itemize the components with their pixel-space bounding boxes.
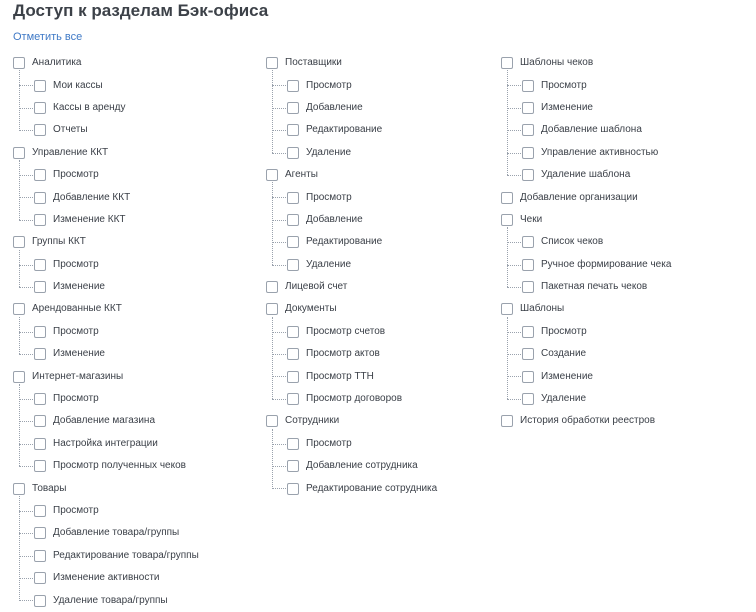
group-label[interactable]: Управление ККТ xyxy=(32,146,109,158)
permission-label[interactable]: Добавление сотрудника xyxy=(306,460,418,472)
permission-item-row[interactable] xyxy=(266,142,437,164)
permission-checkbox[interactable] xyxy=(287,348,299,360)
permission-item-row[interactable] xyxy=(266,388,437,410)
permission-label[interactable]: Просмотр xyxy=(306,191,352,203)
permission-group xyxy=(266,52,437,164)
permission-item-row[interactable] xyxy=(266,231,437,253)
permission-checkbox[interactable] xyxy=(34,438,46,450)
permission-item-row[interactable] xyxy=(501,142,671,164)
group-checkbox[interactable] xyxy=(13,147,25,159)
group-label[interactable]: Сотрудники xyxy=(285,415,340,427)
group-checkbox[interactable] xyxy=(501,192,513,204)
group-label[interactable]: Группы ККТ xyxy=(32,236,86,248)
group-label[interactable]: Интернет-магазины xyxy=(32,370,124,382)
permission-item-row[interactable] xyxy=(13,164,199,186)
group-checkbox[interactable] xyxy=(266,303,278,315)
permission-checkbox[interactable] xyxy=(522,348,534,360)
permission-checkbox[interactable] xyxy=(34,124,46,136)
permission-checkbox[interactable] xyxy=(287,483,299,495)
group-label[interactable]: Товары xyxy=(32,482,67,494)
permission-group-row[interactable] xyxy=(266,298,437,320)
permission-checkbox[interactable] xyxy=(287,80,299,92)
permission-checkbox[interactable] xyxy=(287,438,299,450)
permission-checkbox[interactable] xyxy=(34,80,46,92)
permission-item-row[interactable] xyxy=(13,321,199,343)
permission-label[interactable]: Создание xyxy=(541,348,587,360)
permission-item-row[interactable] xyxy=(501,321,671,343)
permission-label[interactable]: Просмотр xyxy=(53,393,99,405)
permission-group xyxy=(501,209,671,299)
permission-checkbox[interactable] xyxy=(522,371,534,383)
permission-label[interactable]: Просмотр xyxy=(53,258,99,270)
group-label[interactable]: Поставщики xyxy=(285,57,342,69)
permission-item-row[interactable] xyxy=(13,209,199,231)
permission-label[interactable]: Добавление xyxy=(306,213,363,225)
permission-item-row[interactable] xyxy=(13,500,199,522)
permission-checkbox[interactable] xyxy=(34,281,46,293)
permission-group xyxy=(501,410,671,432)
permission-group-row[interactable] xyxy=(13,298,199,320)
permission-item-row[interactable] xyxy=(13,276,199,298)
permission-label[interactable]: Изменение xyxy=(53,348,105,360)
permission-checkbox[interactable] xyxy=(34,460,46,472)
group-checkbox[interactable] xyxy=(501,57,513,69)
permission-checkbox[interactable] xyxy=(522,236,534,248)
permission-label[interactable]: Удаление xyxy=(541,393,587,405)
permission-item-row[interactable] xyxy=(501,231,671,253)
permission-label[interactable]: Удаление товара/группы xyxy=(53,594,168,606)
permission-label[interactable]: Добавление ККТ xyxy=(53,191,131,203)
permission-item-row[interactable] xyxy=(266,477,437,499)
permission-children xyxy=(266,321,437,411)
permission-group xyxy=(13,231,199,298)
permission-checkbox[interactable] xyxy=(34,572,46,584)
permission-label[interactable]: Добавление xyxy=(306,101,363,113)
permission-label[interactable]: Мои кассы xyxy=(53,79,103,91)
permission-group xyxy=(266,164,437,276)
group-label[interactable]: Агенты xyxy=(285,169,318,181)
permission-label[interactable]: Ручное формирование чека xyxy=(541,258,672,270)
permission-children xyxy=(13,321,199,366)
permission-item-row[interactable] xyxy=(501,365,671,387)
permission-item-row[interactable] xyxy=(501,119,671,141)
permission-checkbox[interactable] xyxy=(34,326,46,338)
permission-label[interactable]: Редактирование xyxy=(306,124,383,136)
permission-checkbox[interactable] xyxy=(522,147,534,159)
permission-item-row[interactable] xyxy=(266,455,437,477)
permission-group-row[interactable] xyxy=(501,298,671,320)
permission-checkbox[interactable] xyxy=(287,147,299,159)
permission-label[interactable]: Настройка интеграции xyxy=(53,437,158,449)
permission-children xyxy=(266,433,437,500)
permission-label[interactable]: Просмотр xyxy=(53,505,99,516)
permission-label[interactable]: Управление активностью xyxy=(541,146,659,158)
permission-checkbox[interactable] xyxy=(34,415,46,427)
permission-group xyxy=(13,298,199,365)
permission-group xyxy=(501,186,671,208)
permission-label[interactable]: Добавление товара/группы xyxy=(53,527,180,539)
permission-children xyxy=(501,321,671,411)
permission-item-row[interactable] xyxy=(13,545,199,567)
page-title: Доступ к разделам Бэк-офиса xyxy=(13,1,269,20)
permission-item-row[interactable] xyxy=(13,522,199,544)
permission-children xyxy=(266,186,437,276)
permission-item-row[interactable] xyxy=(501,97,671,119)
permission-group-row[interactable] xyxy=(501,209,671,231)
permission-group xyxy=(266,298,437,410)
permission-item-row[interactable] xyxy=(13,388,199,410)
permission-label[interactable]: Кассы в аренду xyxy=(53,101,126,113)
permission-label[interactable]: Просмотр актов xyxy=(306,348,380,360)
permission-children xyxy=(266,74,437,164)
permission-item-row[interactable] xyxy=(13,119,199,141)
permission-checkbox[interactable] xyxy=(287,236,299,248)
permission-checkbox[interactable] xyxy=(522,80,534,92)
permission-item-row[interactable] xyxy=(501,164,671,186)
group-label[interactable]: Добавление организации xyxy=(520,191,638,203)
permission-children xyxy=(13,74,199,141)
permission-item-row[interactable] xyxy=(13,589,199,611)
group-checkbox[interactable] xyxy=(266,169,278,181)
permission-label[interactable]: Редактирование xyxy=(306,236,383,248)
permission-label[interactable]: Удаление xyxy=(306,146,352,158)
permission-checkbox[interactable] xyxy=(34,214,46,226)
permission-checkbox[interactable] xyxy=(522,326,534,338)
permission-checkbox[interactable] xyxy=(522,169,534,181)
permission-group-row[interactable] xyxy=(501,52,671,74)
permission-label[interactable]: Просмотр полученных чеков xyxy=(53,460,186,472)
group-checkbox[interactable] xyxy=(266,57,278,69)
group-checkbox[interactable] xyxy=(13,483,25,495)
permission-checkbox[interactable] xyxy=(522,124,534,136)
permission-checkbox[interactable] xyxy=(287,214,299,226)
group-checkbox[interactable] xyxy=(13,371,25,383)
permission-item-row[interactable] xyxy=(266,254,437,276)
permission-group xyxy=(501,52,671,186)
permission-checkbox[interactable] xyxy=(522,281,534,293)
group-label[interactable]: Аналитика xyxy=(32,57,82,69)
permission-label[interactable]: Редактирование товара/группы xyxy=(53,549,199,561)
permission-label[interactable]: Просмотр ТТН xyxy=(306,370,374,382)
permission-item-row[interactable] xyxy=(266,119,437,141)
permission-item-row[interactable] xyxy=(266,365,437,387)
permission-checkbox[interactable] xyxy=(34,527,46,539)
permission-group xyxy=(13,52,199,142)
permission-checkbox[interactable] xyxy=(287,460,299,472)
permission-item-row[interactable] xyxy=(13,567,199,589)
permission-group xyxy=(266,410,437,500)
permission-children xyxy=(13,388,199,478)
group-label[interactable]: Шаблоны чеков xyxy=(520,57,594,69)
group-label[interactable]: Документы xyxy=(285,303,337,315)
permission-label[interactable]: Изменение xyxy=(541,101,593,113)
permission-item-row[interactable] xyxy=(13,74,199,96)
permission-group-row[interactable] xyxy=(266,410,437,432)
permissions-column-1 xyxy=(13,52,199,612)
permission-group-row[interactable] xyxy=(13,477,199,499)
group-label[interactable]: Арендованные ККТ xyxy=(32,303,122,315)
permission-checkbox[interactable] xyxy=(34,348,46,360)
permission-label[interactable]: Изменение ККТ xyxy=(53,213,126,225)
permission-group-row[interactable] xyxy=(13,142,199,164)
permission-checkbox[interactable] xyxy=(287,326,299,338)
permission-item-row[interactable] xyxy=(501,254,671,276)
permission-item-row[interactable] xyxy=(266,74,437,96)
permission-item-row[interactable] xyxy=(266,343,437,365)
permission-label[interactable]: Просмотр xyxy=(53,169,99,181)
permission-item-row[interactable] xyxy=(13,433,199,455)
permission-item-row[interactable] xyxy=(266,186,437,208)
group-checkbox[interactable] xyxy=(266,415,278,427)
permission-label[interactable]: Просмотр xyxy=(306,79,352,91)
permission-item-row[interactable] xyxy=(501,74,671,96)
permission-label[interactable]: Просмотр xyxy=(541,325,587,337)
permission-item-row[interactable] xyxy=(501,388,671,410)
permission-group-row[interactable] xyxy=(501,186,671,208)
permission-group-row[interactable] xyxy=(266,52,437,74)
permission-checkbox[interactable] xyxy=(34,102,46,114)
permission-checkbox[interactable] xyxy=(34,550,46,562)
permission-children xyxy=(13,254,199,299)
permission-label[interactable]: Просмотр договоров xyxy=(306,393,403,405)
permission-label[interactable]: Удаление xyxy=(306,258,352,270)
permission-label[interactable]: Пакетная печать чеков xyxy=(541,281,648,293)
group-checkbox[interactable] xyxy=(13,57,25,69)
permission-group-row[interactable] xyxy=(266,276,437,298)
permission-group-row[interactable] xyxy=(13,231,199,253)
group-label[interactable]: История обработки реестров xyxy=(520,415,656,427)
permission-group-row[interactable] xyxy=(13,365,199,387)
permission-label[interactable]: Изменение xyxy=(541,370,593,382)
permission-checkbox[interactable] xyxy=(287,192,299,204)
permission-checkbox[interactable] xyxy=(34,259,46,271)
permission-item-row[interactable] xyxy=(13,410,199,432)
group-checkbox[interactable] xyxy=(501,415,513,427)
permission-item-row[interactable] xyxy=(266,433,437,455)
permission-checkbox[interactable] xyxy=(287,259,299,271)
permission-checkbox[interactable] xyxy=(287,393,299,405)
permission-item-row[interactable] xyxy=(266,209,437,231)
group-checkbox[interactable] xyxy=(266,281,278,293)
permissions-column-3 xyxy=(501,52,671,433)
permission-group xyxy=(501,298,671,410)
permission-item-row[interactable] xyxy=(13,186,199,208)
permission-checkbox[interactable] xyxy=(287,124,299,136)
permission-group-row[interactable] xyxy=(501,410,671,432)
permission-group-row[interactable] xyxy=(13,52,199,74)
permission-group xyxy=(13,477,199,611)
permission-item-row[interactable] xyxy=(501,343,671,365)
permission-label[interactable]: Изменение активности xyxy=(53,572,160,584)
permission-label[interactable]: Просмотр xyxy=(541,79,587,91)
permission-checkbox[interactable] xyxy=(287,371,299,383)
permission-item-row[interactable] xyxy=(13,343,199,365)
permission-item-row[interactable] xyxy=(13,254,199,276)
permission-group xyxy=(266,276,437,298)
group-label[interactable]: Шаблоны xyxy=(520,303,565,315)
permission-checkbox[interactable] xyxy=(287,102,299,114)
permission-item-row[interactable] xyxy=(266,321,437,343)
group-checkbox[interactable] xyxy=(501,303,513,315)
permission-label[interactable]: Удаление шаблона xyxy=(541,169,631,181)
permission-checkbox[interactable] xyxy=(522,259,534,271)
permission-label[interactable]: Просмотр xyxy=(53,325,99,337)
permission-item-row[interactable] xyxy=(13,455,199,477)
permission-label[interactable]: Список чеков xyxy=(541,236,604,248)
permission-group xyxy=(13,365,199,477)
group-checkbox[interactable] xyxy=(13,236,25,248)
group-checkbox[interactable] xyxy=(13,303,25,315)
permission-item-row[interactable] xyxy=(13,97,199,119)
permission-children xyxy=(13,500,199,612)
permission-item-row[interactable] xyxy=(501,276,671,298)
permission-item-row[interactable] xyxy=(266,97,437,119)
permission-group xyxy=(13,142,199,232)
permission-children xyxy=(501,231,671,298)
permission-checkbox[interactable] xyxy=(34,169,46,181)
permission-checkbox[interactable] xyxy=(522,393,534,405)
permission-group-row[interactable] xyxy=(266,164,437,186)
permission-checkbox[interactable] xyxy=(34,505,46,517)
check-all-link[interactable]: Отметить все xyxy=(13,31,83,43)
group-label[interactable]: Чеки xyxy=(520,213,543,225)
permissions-column-2 xyxy=(266,52,437,500)
permission-checkbox[interactable] xyxy=(34,595,46,607)
permission-label[interactable]: Просмотр счетов xyxy=(306,325,386,337)
group-label[interactable]: Лицевой счет xyxy=(285,281,348,293)
permission-checkbox[interactable] xyxy=(34,393,46,405)
permission-label[interactable]: Изменение xyxy=(53,281,105,293)
permission-checkbox[interactable] xyxy=(522,102,534,114)
permission-label[interactable]: Отчеты xyxy=(53,124,88,136)
permission-label[interactable]: Просмотр xyxy=(306,437,352,449)
group-checkbox[interactable] xyxy=(501,214,513,226)
permission-label[interactable]: Редактирование сотрудника xyxy=(306,482,438,494)
permission-children xyxy=(13,164,199,231)
permission-children xyxy=(501,74,671,186)
permission-label[interactable]: Добавление шаблона xyxy=(541,124,642,136)
permission-checkbox[interactable] xyxy=(34,192,46,204)
permission-label[interactable]: Добавление магазина xyxy=(53,415,156,427)
